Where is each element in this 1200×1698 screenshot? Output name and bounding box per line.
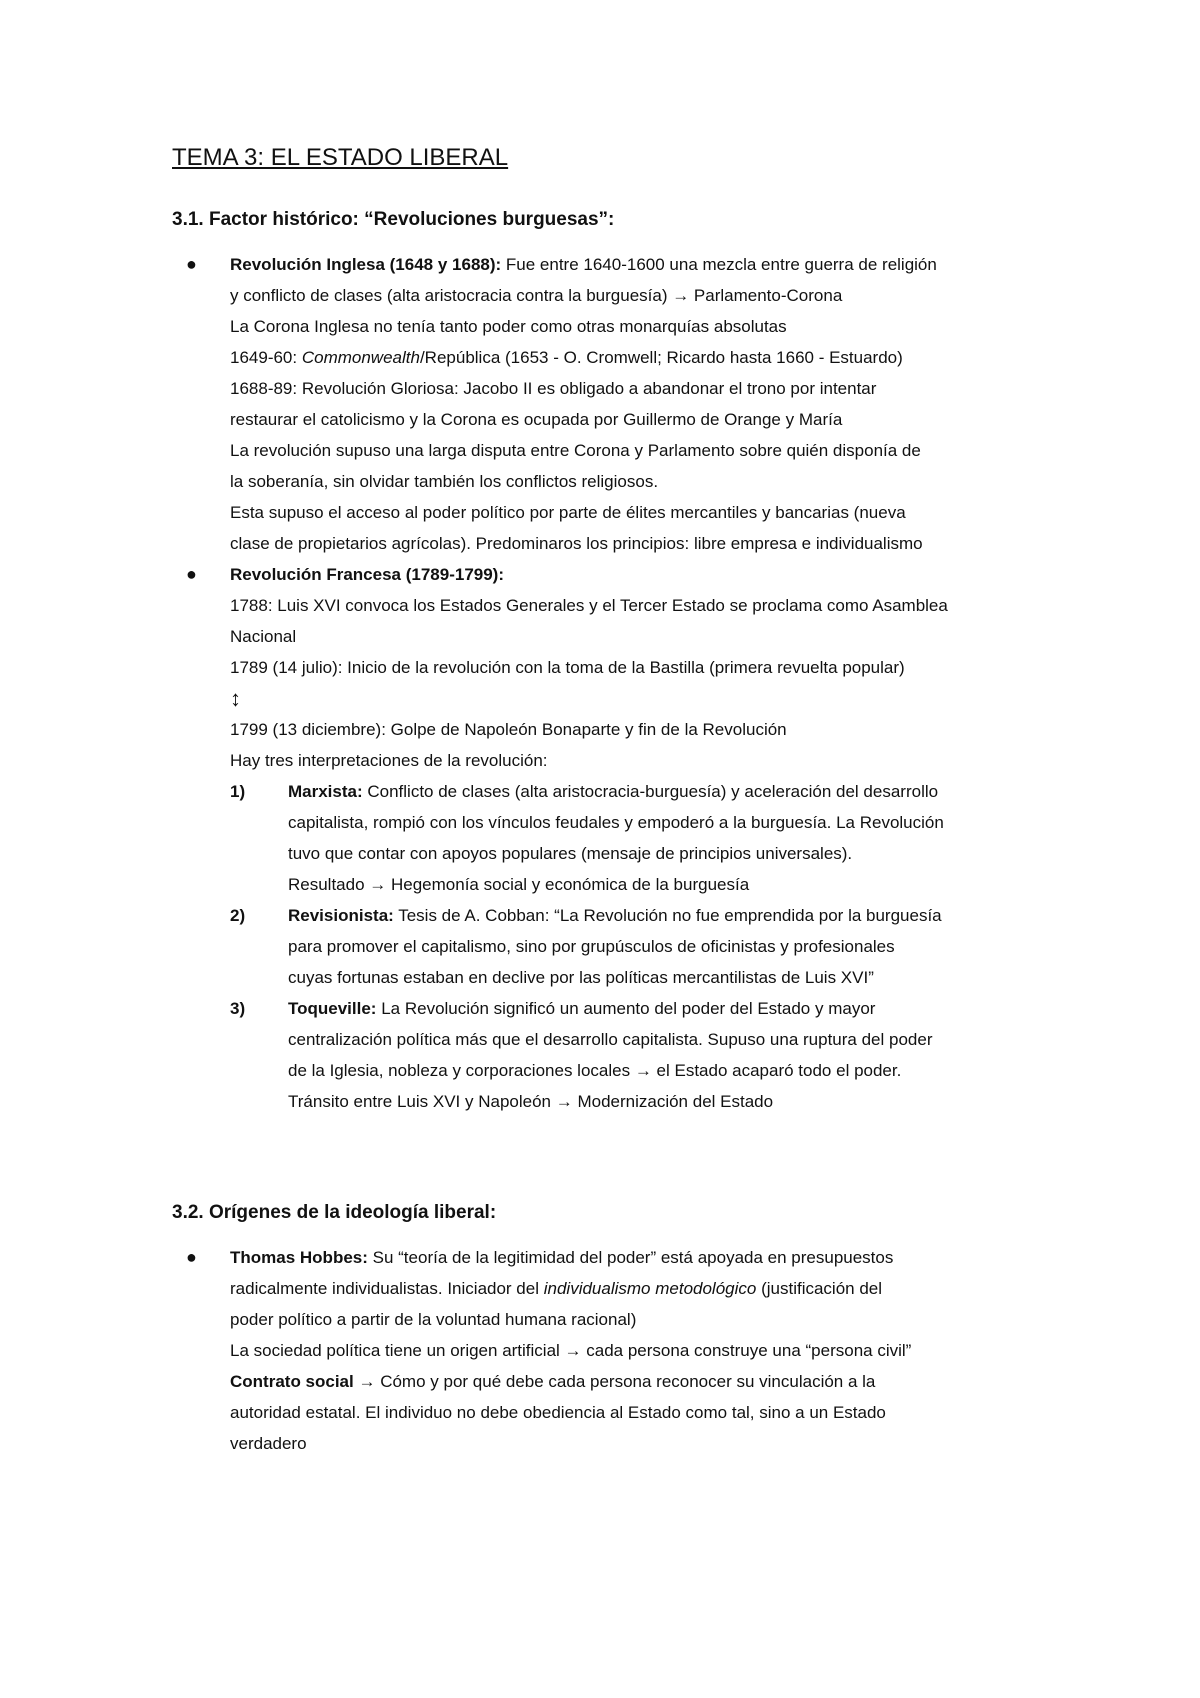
text-line: clase de propietarios agrícolas). Predominaros los principios: libre empresa e individualismo bbox=[230, 534, 923, 553]
text-line: La Corona Inglesa no tenía tanto poder como otras monarquías absolutas bbox=[230, 317, 787, 336]
text-line: Resultado → Hegemonía social y económica de la burguesía bbox=[288, 875, 750, 894]
text-run: radicalmente individualistas. Iniciador del bbox=[230, 1279, 544, 1298]
item-label: Revolución Inglesa (1648 y 1688): bbox=[230, 255, 502, 274]
text-line bbox=[230, 342, 1092, 373]
list-item-revolucion-inglesa bbox=[172, 249, 1092, 559]
section-heading-3-2: 3.2. Orígenes de la ideología liberal: bbox=[172, 1202, 497, 1223]
list-number: 1) bbox=[230, 782, 246, 801]
item-label-text: Revolución Francesa (1789-1799): bbox=[230, 565, 505, 584]
text-line: y conflicto de clases (alta aristocracia contra la burguesía) → Parlamento-Corona bbox=[230, 286, 843, 305]
text-line bbox=[288, 900, 1092, 931]
list-item-thomas-hobbes bbox=[172, 1242, 1092, 1459]
interpretation-label: Toqueville: bbox=[288, 999, 377, 1018]
bullet-icon: ● bbox=[186, 254, 197, 274]
text-line: Hay tres interpretaciones de la revolución: bbox=[230, 751, 548, 770]
text-line: centralización política más que el desarrollo capitalista. Supuso una ruptura del poder bbox=[288, 1030, 933, 1049]
text-line bbox=[230, 1273, 1092, 1304]
list-item-revolucion-francesa bbox=[172, 559, 1092, 1117]
text-line: autoridad estatal. El individuo no debe obediencia al Estado como tal, sino a un Estado bbox=[230, 1403, 886, 1422]
text-line: capitalista, rompió con los vínculos feudales y empoderó a la burguesía. La Revolución bbox=[288, 813, 944, 832]
bullet-icon: ● bbox=[186, 1247, 197, 1267]
interpretation-label: Revisionista: bbox=[288, 906, 394, 925]
text-run: Fue entre 1640-1600 una mezcla entre guerra de religión bbox=[501, 255, 937, 274]
document-page bbox=[172, 134, 1092, 1459]
text-line: 1789 (14 julio): Inicio de la revolución con la toma de la Bastilla (primera revuelta popular) bbox=[230, 658, 905, 677]
text-line: cuyas fortunas estaban en declive por las políticas mercantilistas de Luis XVI” bbox=[288, 968, 874, 987]
text-line: de la Iglesia, nobleza y corporaciones locales → el Estado acaparó todo el poder. bbox=[288, 1061, 902, 1080]
double-arrow-icon: ↕ bbox=[230, 686, 241, 711]
section-3-1-list bbox=[172, 249, 1092, 1117]
page-title: TEMA 3: EL ESTADO LIBERAL bbox=[172, 144, 509, 171]
text-line: verdadero bbox=[230, 1434, 307, 1453]
interpretation-marxista bbox=[230, 776, 1092, 900]
text-line bbox=[230, 249, 1092, 280]
item-label: Thomas Hobbes: bbox=[230, 1248, 368, 1267]
text-line: 1788: Luis XVI convoca los Estados Generales y el Tercer Estado se proclama como Asamblea bbox=[230, 596, 948, 615]
list-number: 3) bbox=[230, 999, 246, 1018]
text-run: Cómo y por qué debe cada persona reconocer su vinculación a la bbox=[375, 1372, 876, 1391]
section-heading-3-1: 3.1. Factor histórico: “Revoluciones burguesas”: bbox=[172, 209, 615, 230]
text-line: 1688-89: Revolución Gloriosa: Jacobo II es obligado a abandonar el trono por intentar bbox=[230, 379, 877, 398]
italic-term: Commonwealth bbox=[301, 348, 420, 367]
text-run: /República (1653 - O. Cromwell; Ricardo hasta 1660 - Estuardo) bbox=[419, 348, 903, 367]
text-line: 1799 (13 diciembre): Golpe de Napoleón Bonaparte y fin de la Revolución bbox=[230, 720, 787, 739]
text-run: 1649-60: bbox=[230, 348, 302, 367]
bold-term: Contrato social → bbox=[230, 1372, 376, 1391]
text-line: restaurar el catolicismo y la Corona es ocupada por Guillermo de Orange y María bbox=[230, 410, 843, 429]
text-line: poder político a partir de la voluntad humana racional) bbox=[230, 1310, 637, 1329]
text-line bbox=[288, 993, 1092, 1024]
text-run: Tesis de A. Cobban: “La Revolución no fue emprendida por la burguesía bbox=[393, 906, 942, 925]
text-run: La Revolución significó un aumento del poder del Estado y mayor bbox=[376, 999, 876, 1018]
italic-term: individualismo metodológico bbox=[543, 1279, 757, 1298]
interpretation-toqueville bbox=[230, 993, 1092, 1117]
text-line bbox=[230, 1366, 1092, 1397]
section-3-2-list bbox=[172, 1242, 1092, 1459]
text-run: (justificación del bbox=[756, 1279, 883, 1298]
text-line: La revolución supuso una larga disputa entre Corona y Parlamento sobre quién disponía de bbox=[230, 441, 921, 460]
bullet-icon: ● bbox=[186, 564, 197, 584]
text-run: Conflicto de clases (alta aristocracia-burguesía) y aceleración del desarrollo bbox=[362, 782, 939, 801]
text-run: Su “teoría de la legitimidad del poder” está apoyada en presupuestos bbox=[367, 1248, 894, 1267]
text-line: Tránsito entre Luis XVI y Napoleón → Modernización del Estado bbox=[288, 1092, 774, 1111]
list-number: 2) bbox=[230, 906, 246, 925]
text-line: la soberanía, sin olvidar también los conflictos religiosos. bbox=[230, 472, 659, 491]
text-line bbox=[230, 1242, 1092, 1273]
text-line bbox=[288, 776, 1092, 807]
text-line: Nacional bbox=[230, 627, 297, 646]
interpretation-revisionista bbox=[230, 900, 1092, 993]
interpretation-label: Marxista: bbox=[288, 782, 363, 801]
text-line: para promover el capitalismo, sino por grupúsculos de oficinistas y profesionales bbox=[288, 937, 895, 956]
item-label bbox=[230, 559, 1092, 590]
text-line: tuvo que contar con apoyos populares (mensaje de principios universales). bbox=[288, 844, 853, 863]
text-line: Esta supuso el acceso al poder político por parte de élites mercantiles y bancarias (nueva bbox=[230, 503, 906, 522]
text-line: La sociedad política tiene un origen artificial → cada persona construye una “persona civil” bbox=[230, 1341, 912, 1360]
